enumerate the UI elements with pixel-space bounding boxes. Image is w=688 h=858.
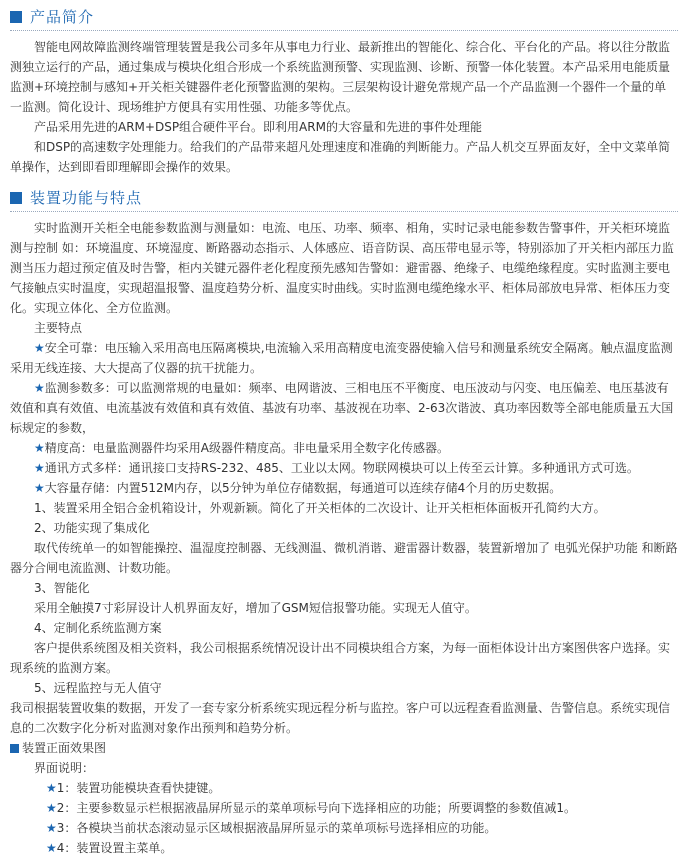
feature-item-3-title: 3、智能化 xyxy=(34,581,90,595)
star-bullet-icon: ★ xyxy=(34,461,45,475)
feature-star-item: ★精度高：电量监测器件均采用A级器件精度高。非电量采用全数字化传感器。 xyxy=(34,441,449,455)
feature-item-5-body: 我司根据装置收集的数据，开发了一套专家分析系统实现远程分析与监控。客户可以远程查看监测量、告警信息。系统实现信息的二次数字化分析对监测对象作出预判和趋势分析。 xyxy=(10,701,671,735)
front-panel-label: 界面说明： xyxy=(34,761,95,775)
star-bullet-icon: ★ xyxy=(46,801,57,815)
front-panel-item: ★1：装置功能模块查看快捷键。 xyxy=(46,781,221,795)
front-panel-item: ★3：各模块当前状态滚动显示区域根据液晶屏所显示的菜单项标号选择相应的功能。 xyxy=(46,821,497,835)
star-bullet-icon: ★ xyxy=(34,341,45,355)
feature-star-item: ★大容量存储：内置512M内存，以5分钟为单位存储数据，每通道可以连续存储4个月的历史数据。 xyxy=(34,481,562,495)
intro-paragraph: 智能电网故障监测终端管理装置是我公司多年从事电力行业、最新推出的智能化、综合化、平台化的产品。将以往分散监测独立运行的产品，通过集成与模块化组合形成一个系统监测预警、实现监测、诊断、预警一体化装置。本产品采用电能质量监测+环境控制与感知+开关柜关键器件老化预警监测的架构。三层架构设计避免常规产品一个产品监测一个器件一个量的单一监测。简化设计、现场维护方便具有实用性强、功能多等优点。 xyxy=(10,40,671,114)
feature-star-item: ★监测参数多：可以监测常规的电量如：频率、电网谐波、三相电压不平衡度、电压波动与闪变、电压偏差、电压基波有效值和真有效值、电流基波有效值和真有效值、基波有功率、基波视在功率、2-63次谐波、真功率因数等全部电能质量五大国标规定的参数， xyxy=(10,381,674,435)
main-features-label: 主要特点 xyxy=(34,321,83,335)
section-title-intro: 产品简介 xyxy=(30,8,95,26)
star-bullet-icon: ★ xyxy=(34,481,45,495)
section-title-features: 装置功能与特点 xyxy=(30,189,143,207)
feature-item-5-title: 5、远程监控与无人值守 xyxy=(34,681,162,695)
feature-star-item: ★通讯方式多样：通讯接口支持RS-232、485、工业以太网。物联网模块可以上传至云计算。多种通讯方式可选。 xyxy=(34,461,639,475)
star-bullet-icon: ★ xyxy=(46,781,57,795)
feature-item-4-body: 客户提供系统图及相关资料，我公司根据系统情况设计出不同模块组合方案，为每一面柜体设计出方案图供客户选择。实现系统的监测方案。 xyxy=(10,641,671,675)
feature-star-item: ★安全可靠：电压输入采用高电压隔离模块,电流输入采用高精度电流变器使输入信号和测量系统安全隔离。触点温度监测采用无线连接、大大提高了仪器的抗干扰能力。 xyxy=(10,341,673,375)
star-bullet-icon: ★ xyxy=(46,821,57,835)
front-panel-item: ★2：主要参数显示栏根据液晶屏所显示的菜单项标号向下选择相应的功能；所要调整的参数值减1。 xyxy=(46,801,577,815)
feature-item-2-title: 2、功能实现了集成化 xyxy=(34,521,150,535)
section-header-intro xyxy=(10,4,678,31)
intro-paragraph: 产品采用先进的ARM+DSP组合硬件平台。即利用ARM的大容量和先进的事件处理能 xyxy=(34,120,482,134)
star-bullet-icon: ★ xyxy=(34,381,45,395)
features-intro-paragraph: 实时监测开关柜全电能参数监测与测量如：电流、电压、功率、频率、相角，实时记录电能参数告警事件，开关柜环境监测与控制 如：环境温度、环境湿度、断路器动态指示、人体感应、语音防误、高压带电显示等，特别添加了开关柜内部压力监测当压力超过预定值及时告警，柜内关键元器件老化程度预先感知告警如：避雷器、绝缘子、电缆绝缘程度。实时监测主要电气接触点实时温度，实现超温报警、温度趋势分析、温度实时曲线。实时监测电缆绝缘水平、柜体局部放电异常、柜体压力变化。实现立体化、全方位监测。 xyxy=(10,221,674,315)
feature-item-1: 1、装置采用全铝合金机箱设计，外观新颖。简化了开关柜体的二次设计、让开关柜柜体面板开孔简约大方。 xyxy=(34,501,606,515)
feature-item-4-title: 4、定制化系统监测方案 xyxy=(34,621,162,635)
feature-item-3-body: 采用全触摸7寸彩屏设计人机界面友好，增加了GSM短信报警功能。实现无人值守。 xyxy=(34,601,477,615)
front-panel-header xyxy=(10,738,678,758)
section-marker-icon xyxy=(10,192,22,204)
front-panel-title: 装置正面效果图 xyxy=(22,741,107,755)
front-panel-item: ★4：装置设置主菜单。 xyxy=(46,841,173,855)
star-bullet-icon: ★ xyxy=(34,441,45,455)
section-header-features xyxy=(10,185,678,212)
intro-paragraph: 和DSP的高速数字处理能力。给我们的产品带来超凡处理速度和准确的判断能力。产品人机交互界面友好，全中文菜单简单操作，达到即看即理解即会操作的效果。 xyxy=(10,140,671,174)
feature-item-2-body: 取代传统单一的如智能操控、温湿度控制器、无线测温、微机消谐、避雷器计数器，装置新增加了 电弧光保护功能 和断路器分合闸电流监测、计数功能。 xyxy=(10,541,678,575)
section-marker-icon xyxy=(10,744,19,753)
star-bullet-icon: ★ xyxy=(46,841,57,855)
section-marker-icon xyxy=(10,11,22,23)
